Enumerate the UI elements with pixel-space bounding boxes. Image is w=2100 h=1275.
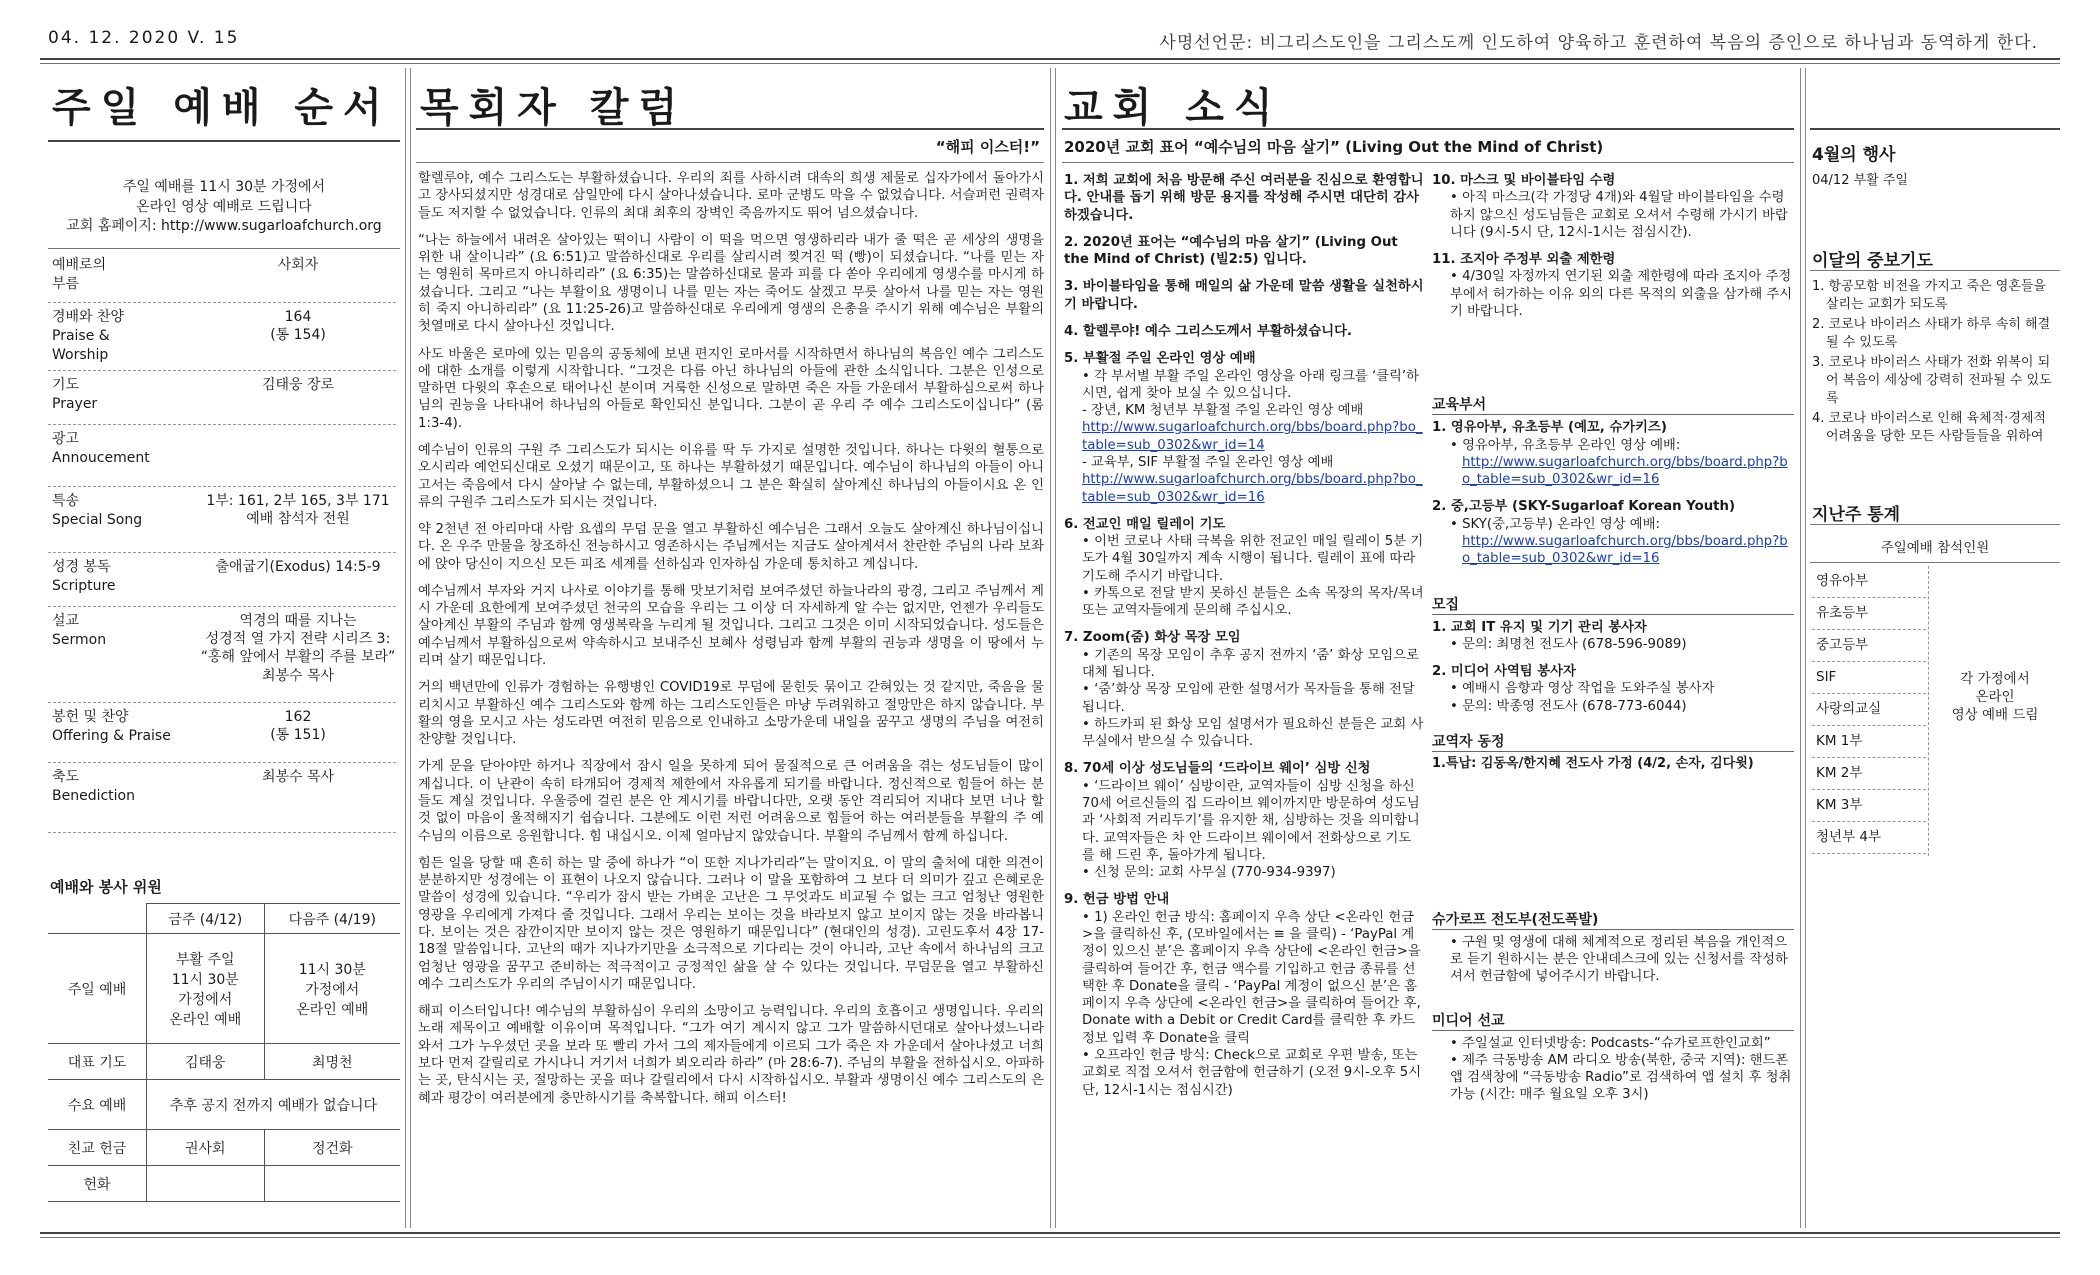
news-6-bullet-2: • 카톡으로 전달 받지 못하신 분들은 소속 목장의 목자/목녀 또는 교역자들에게 문의해 주십시오. bbox=[1082, 585, 1424, 620]
news-item-2 bbox=[1064, 234, 1424, 269]
media-mission-section bbox=[1432, 1010, 1794, 1104]
edu-1-bullet: • 영유아부, 유초등부 온라인 영상 예배: bbox=[1450, 437, 1794, 454]
divider-2 bbox=[1050, 68, 1051, 1228]
news-item-8 bbox=[1064, 760, 1424, 881]
svc-r3c2: 정건화 bbox=[264, 1130, 400, 1166]
recruit-2-title: 2. 미디어 사역팀 봉사자 bbox=[1432, 664, 1576, 680]
news-right bbox=[1432, 172, 1794, 1114]
service-table bbox=[48, 903, 400, 1202]
news-1-title: 1. 저희 교회에 처음 방문해 주신 여러분을 진심으로 환영합니다. 안내를 돕기 위해 방문 용지를 작성해 주시면 대단히 감사하겠습니다. bbox=[1064, 173, 1424, 223]
news-6-title: 6. 전교인 매일 릴레이 기도 bbox=[1064, 516, 1226, 532]
divider-3 bbox=[1800, 68, 1801, 1228]
news-7-bullet-1: • 기존의 목장 모임이 추후 공지 전까지 ‘줌’ 화상 모임으로 대체 됩니다. bbox=[1082, 647, 1424, 682]
stats-sub-rule bbox=[1810, 562, 2060, 563]
svc-r0c2: 11시 30분 가정에서 온라인 예배 bbox=[264, 934, 400, 1044]
news-8-bullet-1: • ‘드라이브 웨이’ 심방이란, 교역자들이 심방 신청을 하신 70세 어르신들의 집 드라이브 웨이까지만 방문하여 성도님과 ‘사회적 거리두기’를 유지한 채, 심방하는 것을 의미합니다. 교역자들은 차 안 드라이브 웨이에서 전화상으로 기도를 해 드린 후, 돌아가게 됩니다. bbox=[1082, 778, 1424, 864]
prayer-item-3: 3. 코로나 바이러스 사태가 전화 위복이 되어 복음이 세상에 강력히 전파될 수 있도록 bbox=[1812, 354, 2052, 406]
recruit-1-title: 1. 교회 IT 유지 및 기기 관리 봉사자 bbox=[1432, 619, 1647, 635]
news-item-9 bbox=[1064, 891, 1424, 1098]
news-6-bullet-1: • 이번 코로나 사태 극복을 위한 전교인 매일 릴레이 5분 기도가 4월 30일까지 계속 시행이 됩니다. 릴레이 표에 따라 기도해 주시기 바랍니다. bbox=[1082, 533, 1424, 585]
edu-item-2 bbox=[1432, 498, 1794, 567]
order-row bbox=[48, 370, 396, 425]
order-label: 광고 Annoucement bbox=[52, 431, 150, 466]
stats-row-label: SIF bbox=[1812, 662, 1926, 694]
stats-row-label: KM 1부 bbox=[1812, 726, 1926, 758]
news-item-7 bbox=[1064, 629, 1424, 750]
order-value: 162 (통 151) bbox=[270, 709, 326, 744]
news-9-bullet-1: • 1) 온라인 헌금 방식: 홈페이지 우측 상단 <온라인 헌금>을 클릭하신 후, (모바일에서는 ≡ 을 클릭) - ‘PayPal 계정이 있으신 분’은 홈페이지 우측 상단에 <온라인 헌금>을 클릭하여 들어간 후, 헌금 액수를 기입하고 헌금 종류를 선택한 후 Donate을 클릭 - ‘PayPal 계정이 없으신 분’은 홈페이지 우측 상단에 <온라인 헌금>을 클릭하여 들어간 후, Donate with a Debit or Credit Card를 클릭한 후 카드 정보 입력 후 Donate을 클릭 bbox=[1082, 909, 1424, 1047]
news-4-title: 4. 할렐루야! 예수 그리스도께서 부활하셨습니다. bbox=[1064, 323, 1352, 339]
divider-2b bbox=[1055, 68, 1056, 1228]
recruit-item-1 bbox=[1432, 619, 1794, 654]
stats-row-label: 사랑의교실 bbox=[1812, 694, 1926, 726]
news-5-extra: - 장년, KM 청년부 부활절 주일 온라인 영상 예배 bbox=[1082, 403, 1364, 419]
prayer-item-2: 2. 코로나 바이러스 사태가 하루 속히 해결될 수 있도록 bbox=[1812, 316, 2051, 350]
recruit-2-bullet-1: • 예배시 음향과 영상 작업을 도와주실 봉사자 bbox=[1450, 680, 1794, 697]
order-label: 성경 봉독 Scripture bbox=[52, 559, 116, 594]
date-volume: 04. 12. 2020 V. 15 bbox=[48, 28, 240, 48]
column-sub-rule bbox=[416, 162, 1044, 163]
news-7-bullet-3: • 하드카피 된 화상 모임 설명서가 필요하신 분들은 교회 사무실에서 받으실 수 있습니다. bbox=[1082, 716, 1424, 751]
stats-row-label: KM 2부 bbox=[1812, 758, 1926, 790]
news-item-6 bbox=[1064, 516, 1424, 620]
worship-intro bbox=[48, 178, 400, 237]
staff-title: 교역자 동정 bbox=[1432, 731, 1794, 752]
column-paragraph: 가게 문을 닫아야만 하거나 직장에서 잠시 일을 못하게 되어 물질적으로 큰 어려움을 겪는 성도님들이 많이 계십니다. 이 난관이 속히 타개되어 경제적 제한에서 자유롭게 되기를 바랍니다. 정신적으로 힘들어 하는 분들도 계실 것입니다. 우울증에 걸린 분은 안 계시기를 바랍니다만, 오랫 동안 격리되어 지내다 보면 너나 할 것 없이 마음이 울적해지기 쉽습니다. 그분에도 이런 저런 어려움으로 힘들어 하는 여러분들을 부활의 주 예수님의 이름으로 응원합니다. 힘 내십시오. 이제 얼마남지 않았습니다. 부활의 주님께서 함께 하십니다. bbox=[418, 759, 1044, 844]
news-5-link-1[interactable]: http://www.sugarloafchurch.org/bbs/board.php?bo_table=sub_0302&wr_id=14 bbox=[1082, 420, 1423, 453]
news-5-extra2: - 교육부, SIF 부활절 주일 온라인 영상 예배 bbox=[1082, 454, 1334, 470]
svc-h0 bbox=[48, 904, 147, 934]
service-title: 예배와 봉사 위원 bbox=[50, 878, 162, 896]
column-paragraph: 약 2천년 전 아리마대 사람 요셉의 무덤 문을 열고 부활하신 예수님은 그래서 오늘도 살아계신 하나님이십니다. 온 우주 만물을 창조하신 전능하시고 영존하시는 주님께서는 지금도 살아계셔서 찬란한 주님의 나라 보좌에 앉아 당신이 지으신 모든 피조 세계를 선하심과 인자하심 가운데 통치하고 계십니다. bbox=[418, 522, 1044, 572]
order-label: 축도 Benediction bbox=[52, 769, 135, 804]
order-row bbox=[48, 762, 396, 833]
svc-h1: 금주 (4/12) bbox=[147, 904, 265, 934]
edu-2-link[interactable]: http://www.sugarloafchurch.org/bbs/board.php?bo_table=sub_0302&wr_id=16 bbox=[1462, 533, 1788, 567]
svc-r2c1: 추후 공지 전까지 예배가 없습니다 bbox=[147, 1080, 401, 1130]
column-paragraph: 사도 바울은 로마에 있는 믿음의 공동체에 보낸 편지인 로마서를 시작하면서 하나님의 복음인 예수 그리스도에 대한 소개를 이렇게 시작합니다. “그것은 다름 아닌 하나님의 아들에 관한 소식입니다. 그분은 인성으로 말하면 다윗의 후손으로 태어나신 분이며 거룩한 신성으로 말하면 죽은 자들 가운데서 부활하심으로써 하나님의 권능을 나타내어 하나님의 아들로 확인되신 분입니다. 그분이 곧 우리 주 예수 그리스도이십니다” (롬 1:3-4). bbox=[418, 346, 1044, 431]
slp-text: • 구원 및 영생에 대해 체계적으로 정리된 복음을 개인적으로 듣기 원하시는 분은 안내데스크에 있는 신청서를 작성하셔서 헌금함에 넣어주시기 바랍니다. bbox=[1450, 934, 1794, 986]
order-label: 경배와 찬양 Praise & Worship bbox=[52, 309, 125, 363]
column-paragraph: 거의 백년만에 인류가 경험하는 유행병인 COVID19로 무덤에 묻힌듯 묶이고 갇혀있는 것 같지만, 죽음을 물리치시고 부활하신 예수 그리스도와 함께 하는 그리스도인들은 마냥 두려워하고 절망만은 하지 않습니다. 부활의 영을 모시고 사는 성도라면 여전히 믿음으로 인내하고 소망가운데 내일을 꿈꾸고 생명의 주님을 여전히 찬양할 것입니다. bbox=[418, 680, 1044, 748]
header-rule-thin bbox=[40, 63, 2060, 64]
news-theme-rule bbox=[1062, 162, 1794, 163]
column-title: 목회자 칼럼 bbox=[420, 85, 688, 131]
edu-section bbox=[1432, 394, 1794, 567]
intro-line-2: 온라인 영상 예배로 드립니다 bbox=[136, 198, 312, 215]
edu-2-bullet: • SKY(중,고등부) 온라인 영상 예배: bbox=[1450, 516, 1794, 533]
prayer-item-4: 4. 코로나 바이러스로 인해 육체적·경제적 어려움을 당한 모든 사람들들을 위하여 bbox=[1812, 410, 2046, 444]
order-label: 특송 Special Song bbox=[52, 493, 143, 528]
recruit-1-bullet: • 문의: 최명천 전도사 (678-596-9089) bbox=[1450, 636, 1794, 653]
news-left bbox=[1064, 172, 1424, 1109]
order-label: 예배로의 부름 bbox=[52, 257, 107, 292]
recruit-item-2 bbox=[1432, 663, 1794, 715]
svc-r4c0: 헌화 bbox=[48, 1166, 147, 1202]
svc-r2c0: 수요 예배 bbox=[48, 1080, 147, 1130]
column-paragraph: “나는 하늘에서 내려온 살아있는 떡이니 사람이 이 떡을 먹으면 영생하리라 내가 줄 떡은 곧 세상의 생명을 위한 내 살이니라” (요 6:51)고 말씀하신대로 우리를 살리시려 찢겨진 떡 (빵)이 되셨습니다. “나를 믿는 자는 영원히 목마르지 아니하리라” (요 6:35)는 말씀하신대로 물과 피를 다 쏟아 우리에게 영생수를 마시게 하셨습니다. 그리고 “나는 부활이요 생명이니 나를 믿는 자는 죽어도 살겠고 무릇 살아서 나를 믿는 자는 영원히 죽지 아니하리라” (요 11:25-26)고 말씀하신대로 우리에게 영생의 은총을 주시기 위해 예수님은 부활의 첫열매로 다시 살아나신 것입니다. bbox=[418, 232, 1044, 335]
order-row bbox=[48, 702, 396, 763]
order-label: 기도 Prayer bbox=[52, 377, 98, 412]
stats-rule bbox=[1810, 524, 2060, 525]
column-paragraph: 할렐루야, 예수 그리스도는 부활하셨습니다. 우리의 죄를 사하시려 대속의 희생 제물로 십자가에서 돌아가시고 장사되셨지만 성경대로 삼일만에 다시 살아나셨습니다. 로마 군병도 막을 수 없었습니다. 서슬퍼런 권력자들도 저지할 수 없었습니다. 인류의 최대 최후의 장벽인 죽음까지도 뛰어 넘으셨습니다. bbox=[418, 171, 1044, 221]
order-value: 1부: 161, 2부 165, 3부 171 예배 참석자 전원 bbox=[206, 493, 390, 528]
order-value: 출애굽기(Exodus) 14:5-9 bbox=[215, 559, 381, 575]
svc-r0c0: 주일 예배 bbox=[48, 934, 147, 1044]
column-paragraph: 예수님께서 부자와 거지 나사로 이야기를 통해 맛보기처럼 보여주셨던 하늘나라의 광경, 그리고 주님께서 계시 가운데 요한에게 보여주셨던 천국의 모습을 우리는 그 이상 더 자세하게 알 수는 없지만, 언젠가 우리들도 살아계신 부활의 주님과 함께 영생복락을 누리게 될 것입니다. 그리고 그것은 이미 시작되었습니다. 성도들은 예수님께서 부활하심으로써 약속하시고 보내주신 보혜사 성령님과 함께 부활의 권능과 생명을 이 땅에서 누리며 살기 때문입니다. bbox=[418, 583, 1044, 669]
news-theme: 2020년 교회 표어 “예수님의 마음 살기” (Living Out the Mind of Christ) bbox=[1064, 138, 1604, 156]
order-row bbox=[48, 250, 396, 303]
edu-1-title: 1. 영유아부, 유초등부 (예꼬, 슈가키즈) bbox=[1432, 420, 1667, 436]
events-top-rule bbox=[1810, 128, 2060, 130]
edu-2-title: 2. 중,고등부 (SKY-Sugarloaf Korean Youth) bbox=[1432, 499, 1736, 515]
news-title-rule bbox=[1062, 128, 1794, 130]
order-label: 봉헌 및 찬양 Offering & Praise bbox=[52, 709, 171, 744]
news-10-bullet: • 아직 마스크(각 가정당 4개)와 4월달 바이블타임을 수령하지 않으신 성도님들은 교회로 오셔서 수령해 가시기 바랍니다 (9시-5시 단, 12시-1시는 점심시간). bbox=[1450, 189, 1794, 241]
divider-1b bbox=[410, 68, 411, 1228]
order-value: 사회자 bbox=[277, 257, 319, 273]
stats-row-label: KM 3부 bbox=[1812, 790, 1926, 822]
news-8-title: 8. 70세 이상 성도님들의 ‘드라이브 웨이’ 심방 신청 bbox=[1064, 761, 1371, 777]
news-11-title: 11. 조지아 주정부 외출 제한령 bbox=[1432, 252, 1616, 268]
order-label: 설교 Sermon bbox=[52, 613, 107, 648]
column-subtitle: “해피 이스터!” bbox=[935, 138, 1040, 156]
news-title: 교회 소식 bbox=[1064, 85, 1283, 131]
order-value: 164 (통 154) bbox=[270, 309, 326, 344]
news-9-bullet-2: • 오프라인 헌금 방식: Check으로 교회로 우편 발송, 또는 교회로 직접 오셔서 헌금함에 헌금하기 (오전 9시-오후 5시 단, 12시-1시는 점심시간) bbox=[1082, 1047, 1424, 1099]
recruit-section bbox=[1432, 594, 1794, 715]
staff-text: 1.특납: 김동옥/한지혜 전도사 가정 (4/2, 손자, 김다윗) bbox=[1432, 755, 1754, 771]
edu-item-1 bbox=[1432, 419, 1794, 488]
recruit-title: 모집 bbox=[1432, 594, 1794, 615]
news-9-title: 9. 헌금 방법 안내 bbox=[1064, 892, 1170, 908]
stats-divider bbox=[1928, 566, 1929, 856]
news-item-10 bbox=[1432, 172, 1794, 241]
events-title: 4월의 행사 bbox=[1812, 145, 1896, 165]
intro-line-1: 주일 예배를 11시 30분 가정에서 bbox=[122, 179, 326, 195]
news-item-4 bbox=[1064, 323, 1424, 340]
news-7-bullet-2: • ‘줌’화상 목장 모임에 관한 설명서가 목자들을 통해 전달 됩니다. bbox=[1082, 681, 1424, 716]
worship-title: 주일 예배 순서 bbox=[52, 85, 392, 131]
prayer-rule bbox=[1810, 270, 2060, 271]
order-value: 최봉수 목사 bbox=[261, 769, 335, 785]
stats-subtitle: 주일예배 참석인원 bbox=[1880, 540, 1990, 556]
svc-r3c0: 친교 헌금 bbox=[48, 1130, 147, 1166]
news-item-3 bbox=[1064, 278, 1424, 313]
news-2-title: 2. 2020년 표어는 “예수님의 마음 살기” (Living Out the Mind of Christ) (빌2:5) 입니다. bbox=[1064, 234, 1398, 268]
slp-title: 슈가로프 전도부(전도폭발) bbox=[1432, 909, 1794, 930]
order-row bbox=[48, 424, 396, 487]
order-row bbox=[48, 302, 396, 371]
footer-rule bbox=[40, 1232, 2060, 1234]
prayer-item-1: 1. 항공모함 비전을 가지고 죽은 영혼들을 살리는 교회가 되도록 bbox=[1812, 279, 2046, 312]
stats-row-label: 영유아부 bbox=[1812, 566, 1926, 598]
media-mission-bullet-2: • 제주 극동방송 AM 라디오 방송(북한, 중국 지역): 핸드폰 앱 검색창에 “극동방송 Radio”로 검색하여 앱 설치 후 청취 가능 (시간: 매주 월요일 오후 3시) bbox=[1450, 1052, 1794, 1104]
news-item-11 bbox=[1432, 251, 1794, 320]
stats-row-label: 중고등부 bbox=[1812, 630, 1926, 662]
media-mission-title: 미디어 선교 bbox=[1432, 1010, 1794, 1031]
news-5-bullet: • 각 부서별 부활 주일 온라인 영상을 아래 링크를 ‘클릭’하시면, 쉽게 찾아 보실 수 있으십니다. bbox=[1082, 368, 1424, 403]
prayer-title: 이달의 중보기도 bbox=[1812, 251, 1933, 271]
news-7-title: 7. Zoom(줌) 화상 목장 모임 bbox=[1064, 630, 1241, 646]
stats-value: 각 가정에서 온라인 영상 예배 드림 bbox=[1951, 671, 2039, 724]
column-paragraph: 해피 이스터입니다! 예수님의 부활하심이 우리의 소망이고 능력입니다. 우리의 호흡이고 생명입니다. 우리의 노래 제목이고 예배할 이유이며 목적입니다. “그가 여기 계시지 않고 그가 말씀하시던대로 살아나셨느니라 와서 그가 누우셨던 곳을 보라 또 빨리 가서 그의 제자들에게 이르되 그가 죽은 자 가운데서 살아나셨고 너희보다 먼저 갈릴리로 가시나니 거기서 너희가 뵈오리라 하라” (마 28:6-7). 주님의 부활을 전하십시오. 아파하는 곳, 탄식시는 곳, 절망하는 곳을 떠나 갈릴리에서 다시 시작하십시오. 부활과 생명이신 예수 그리스도의 은혜과 평강이 여러분에게 충만하시기를 축복합니다. 해피 이스터! bbox=[418, 1004, 1044, 1106]
news-5-title: 5. 부활절 주일 온라인 영상 예배 bbox=[1064, 351, 1256, 367]
news-3-title: 3. 바이블타임을 통해 매일의 삶 가운데 말씀 생활을 실천하시기 바랍니다. bbox=[1064, 279, 1424, 312]
header-rule bbox=[40, 58, 2060, 60]
news-8-bullet-2: • 신청 문의: 교회 사무실 (770-934-9397) bbox=[1082, 864, 1424, 881]
recruit-2-bullet-2: • 문의: 박종영 전도사 (678-773-6044) bbox=[1450, 698, 1794, 715]
svc-r1c0: 대표 기도 bbox=[48, 1044, 147, 1080]
event-item-1: 04/12 부활 주일 bbox=[1812, 173, 1908, 188]
order-value: 역경의 때를 지나는 성경적 열 가지 전략 시리즈 3: “홍해 앞에서 부활의 주를 보라” 최봉수 목사 bbox=[200, 613, 396, 684]
svc-r1c1: 김태웅 bbox=[147, 1044, 265, 1080]
news-10-title: 10. 마스크 및 바이블타임 수령 bbox=[1432, 173, 1616, 188]
divider-3b bbox=[1805, 68, 1806, 1228]
column-paragraph: 예수님이 인류의 구원 주 그리스도가 되시는 이유를 딱 두 가지로 설명한 것입니다. 하나는 다윗의 혈통으로 오시리라 예언되신대로 오셨기 때문이고, 또 하나는 부활하셨기 때문입니다. 예수님이 하나님의 아들이 아니고서는 죽음에서 다시 살아날 수 없는데, 부활하셨으니 그 분은 확실히 살아계신 하나님의 아들이시요 온 인류의 구원주 그리스도가 되시는 것입니다. bbox=[418, 442, 1044, 510]
svc-r4c1 bbox=[147, 1166, 265, 1202]
slp-section bbox=[1432, 909, 1794, 986]
mission-statement: 사명선언문: 비그리스도인을 그리스도께 인도하여 양육하고 훈련하여 복음의 증인으로 하나님과 동역하게 한다. bbox=[1159, 33, 2038, 53]
edu-title: 교육부서 bbox=[1432, 394, 1794, 415]
svc-r3c1: 권사회 bbox=[147, 1130, 265, 1166]
stats-row-label: 청년부 4부 bbox=[1812, 822, 1926, 854]
stats-title: 지난주 통계 bbox=[1812, 505, 1901, 525]
svc-r0c1: 부활 주일 11시 30분 가정에서 온라인 예배 bbox=[147, 934, 265, 1044]
svc-r1c2: 최명천 bbox=[264, 1044, 400, 1080]
order-value: 김태웅 장로 bbox=[261, 377, 335, 393]
worship-title-rule bbox=[48, 140, 400, 142]
column-paragraph: 힘든 일을 당할 때 흔히 하는 말 중에 하나가 “이 또한 지나가리라”는 말이지요. 이 말의 출처에 대한 의견이 분분하지만 성경에는 이 표현이 나오지 않습니다. 그러나 이 말을 포함하여 그 보다 더 의미가 깊고 은혜로운 말씀이 성경에 있습니다. “우리가 잠시 받는 가벼운 고난은 그 무엇과도 비교될 수 없는 크고 엄청난 영원한 영광을 우리에게 가져다 줄 것입니다. 그래서 우리는 보이는 것을 바라보지 않고 보이지 않는 것을 바라봅니다. 보이는 것은 잠깐이지만 보이지 않는 것은 영원하기 때문입니다” (현대인의 성경). 고린도후서 4장 17-18절 말씀입니다. 고난의 때가 지나가기만을 소극적으로 기다리는 것이 아니라, 고난 속에서 하나님의 크고 엄청난 영광을 꿈꾸고 준비하는 적극적이고 긍정적인 삶을 살 수 있다는 것입니다. 무덤문을 열고 부활하신 예수 그리스도가 우리의 주님이시기 때문입니다. bbox=[418, 855, 1044, 992]
svc-h2: 다음주 (4/19) bbox=[264, 904, 400, 934]
edu-1-link[interactable]: http://www.sugarloafchurch.org/bbs/board.php?bo_table=sub_0302&wr_id=16 bbox=[1462, 454, 1788, 488]
order-row bbox=[48, 552, 396, 607]
media-mission-bullet-1: • 주일설교 인터넷방송: Podcasts-“슈가로프한인교회” bbox=[1450, 1035, 1794, 1052]
divider-1 bbox=[405, 68, 406, 1228]
news-5-link-2[interactable]: http://www.sugarloafchurch.org/bbs/board.php?bo_table=sub_0302&wr_id=16 bbox=[1082, 472, 1423, 505]
stats-row-label: 유초등부 bbox=[1812, 598, 1926, 630]
order-row bbox=[48, 486, 396, 553]
news-item-1 bbox=[1064, 172, 1424, 224]
prayer-list bbox=[1812, 278, 2058, 447]
order-top-rule bbox=[48, 248, 400, 249]
news-item-5 bbox=[1064, 350, 1424, 506]
column-title-rule bbox=[416, 128, 1044, 130]
news-11-bullet: • 4/30일 자정까지 연기된 외출 제한령에 따라 조지아 주정부에서 허가하는 이유 외의 다른 목적의 외출을 삼가해 주시기 바랍니다. bbox=[1450, 268, 1794, 320]
column-body bbox=[418, 170, 1044, 1226]
intro-line-3: 교회 홈페이지: http://www.sugarloafchurch.org bbox=[66, 218, 382, 235]
order-row bbox=[48, 606, 396, 703]
staff-section bbox=[1432, 731, 1794, 773]
footer-rule-thin bbox=[40, 1237, 2060, 1238]
svc-r4c2 bbox=[264, 1166, 400, 1202]
